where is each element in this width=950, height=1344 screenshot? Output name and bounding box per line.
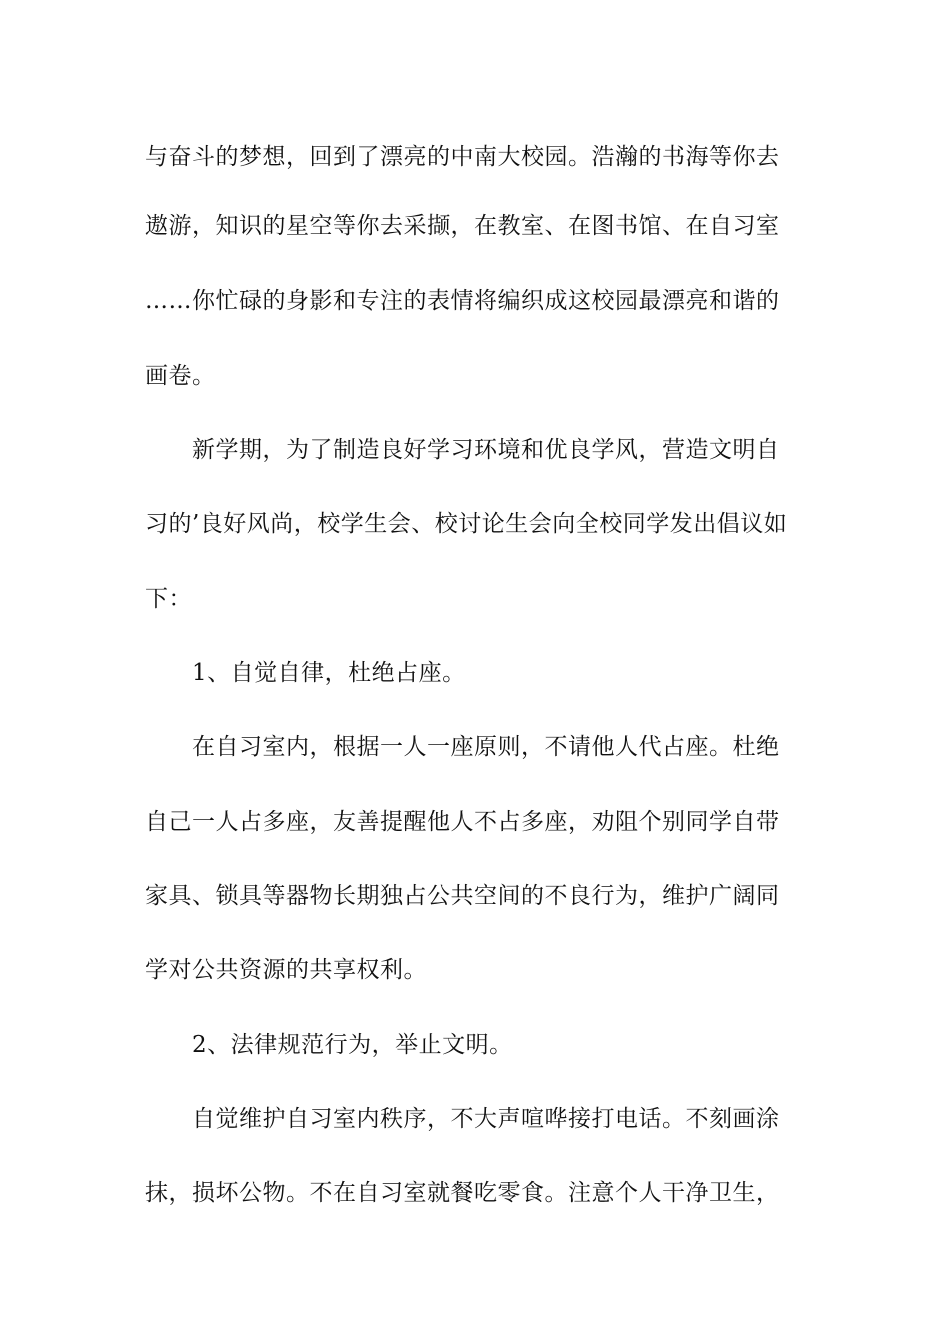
paragraph-line: 在自习室内，根据一人一座原则，不请他人代占座。杜绝 [192, 734, 780, 760]
paragraph-line: ……你忙碌的身影和专注的表情将编织成这校园最漂亮和谐的 [145, 288, 780, 314]
section-heading: 2、法律规范行为，举止文明。 [192, 1032, 513, 1058]
paragraph-line: 与奋斗的梦想，回到了漂亮的中南大校园。浩瀚的书海等你去 [145, 144, 780, 170]
paragraph-line: 自己一人占多座，友善提醒他人不占多座，劝阻个别同学自带 [145, 809, 780, 835]
paragraph-line: 家具、锁具等器物长期独占公共空间的不良行为，维护广阔同 [145, 883, 780, 909]
paragraph-line: 新学期，为了制造良好学习环境和优良学风，营造文明自 [192, 437, 780, 463]
paragraph-line: 自觉维护自习室内秩序，不大声喧哗接打电话。不刻画涂 [192, 1106, 780, 1132]
paragraph-line: 习的’良好风尚，校学生会、校讨论生会向全校同学发出倡议如 [145, 511, 788, 537]
paragraph-line: 下： [145, 586, 192, 612]
paragraph-line: 抹，损坏公物。不在自习室就餐吃零食。注意个人干净卫生， [145, 1180, 780, 1206]
paragraph-line: 画卷。 [145, 363, 216, 389]
paragraph-line: 遨游，知识的星空等你去采撷，在教室、在图书馆、在自习室 [145, 213, 780, 239]
section-heading: 1、自觉自律，杜绝占座。 [192, 660, 466, 686]
paragraph-line: 学对公共资源的共享权利。 [145, 957, 427, 983]
